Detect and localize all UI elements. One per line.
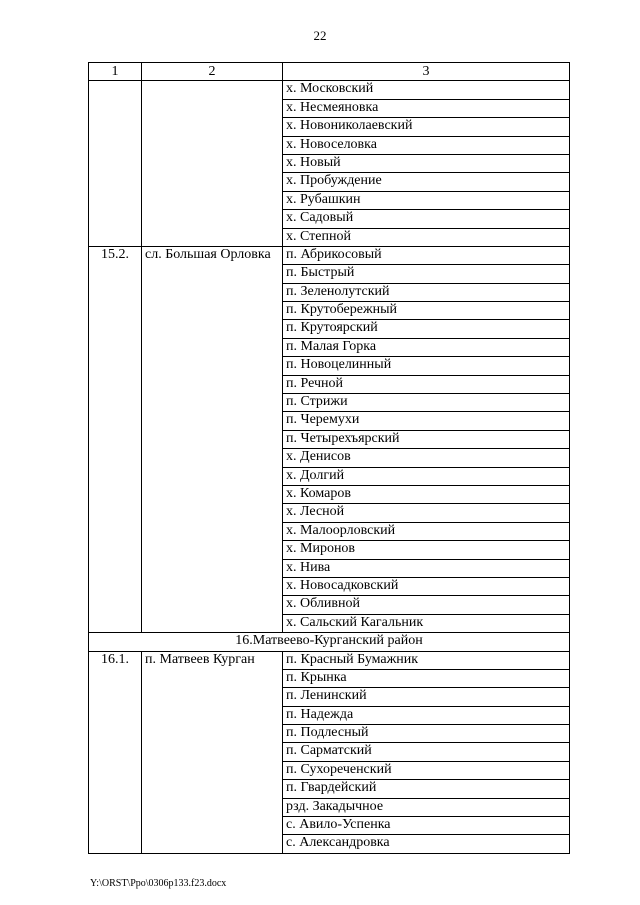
table-header <box>89 63 570 81</box>
district-group-label: 16.Матвеево-Курганский район <box>89 633 570 651</box>
locality-cell: п. Крутобережный <box>283 302 570 320</box>
locality-cell: х. Новый <box>283 154 570 172</box>
locality-cell: с. Авило-Успенка <box>283 817 570 835</box>
settlement-name-cell: п. Матвеев Курган <box>142 651 283 853</box>
table-header-row <box>89 63 570 81</box>
locality-cell: х. Лесной <box>283 504 570 522</box>
locality-cell: х. Степной <box>283 228 570 246</box>
table-row <box>89 651 570 669</box>
locality-cell: х. Денисов <box>283 449 570 467</box>
locality-cell: п. Зеленолутский <box>283 283 570 301</box>
locality-cell: п. Крутоярский <box>283 320 570 338</box>
locality-cell: х. Пробуждение <box>283 173 570 191</box>
settlement-name-cell: сл. Большая Орловка <box>142 246 283 632</box>
table-row <box>89 246 570 264</box>
locality-cell: п. Крынка <box>283 669 570 687</box>
locality-cell: п. Стрижи <box>283 394 570 412</box>
locality-cell: п. Черемухи <box>283 412 570 430</box>
page-number: 22 <box>313 28 327 43</box>
locality-cell: с. Александровка <box>283 835 570 853</box>
locality-cell: п. Речной <box>283 375 570 393</box>
locality-cell: п. Новоцелинный <box>283 357 570 375</box>
locality-cell: х. Комаров <box>283 485 570 503</box>
column-header-3: 3 <box>283 63 570 81</box>
locality-cell: п. Гвардейский <box>283 780 570 798</box>
locality-cell: х. Долгий <box>283 467 570 485</box>
locality-cell: х. Новониколаевский <box>283 118 570 136</box>
locality-cell: п. Быстрый <box>283 265 570 283</box>
locality-cell: х. Сальский Кагальник <box>283 614 570 632</box>
row-number-cell <box>89 81 142 247</box>
settlement-name-cell <box>142 81 283 247</box>
locality-cell: х. Рубашкин <box>283 191 570 209</box>
locality-cell: п. Ленинский <box>283 688 570 706</box>
locality-cell: п. Красный Бумажник <box>283 651 570 669</box>
settlements-table <box>88 62 570 854</box>
locality-cell: х. Миронов <box>283 541 570 559</box>
locality-cell: п. Подлесный <box>283 725 570 743</box>
locality-cell: п. Четырехъярский <box>283 430 570 448</box>
table-row <box>89 81 570 99</box>
district-group-row <box>89 633 570 651</box>
locality-cell: п. Малая Горка <box>283 338 570 356</box>
document-file-path: Y:\ORST\Ppo\0306p133.f23.docx <box>90 878 227 889</box>
locality-cell: п. Сарматский <box>283 743 570 761</box>
table-body <box>89 81 570 853</box>
locality-cell: п. Надежда <box>283 706 570 724</box>
column-header-2: 2 <box>142 63 283 81</box>
locality-cell: х. Несмеяновка <box>283 99 570 117</box>
locality-cell: х. Московский <box>283 81 570 99</box>
locality-cell: п. Сухореченский <box>283 761 570 779</box>
locality-cell: х. Малоорловский <box>283 522 570 540</box>
row-number-cell: 16.1. <box>89 651 142 853</box>
locality-cell: рзд. Закадычное <box>283 798 570 816</box>
locality-cell: п. Абрикосовый <box>283 246 570 264</box>
locality-cell: х. Новоселовка <box>283 136 570 154</box>
locality-cell: х. Нива <box>283 559 570 577</box>
locality-cell: х. Садовый <box>283 210 570 228</box>
row-number-cell: 15.2. <box>89 246 142 632</box>
column-header-1: 1 <box>89 63 142 81</box>
locality-cell: х. Новосадковский <box>283 577 570 595</box>
locality-cell: х. Обливной <box>283 596 570 614</box>
